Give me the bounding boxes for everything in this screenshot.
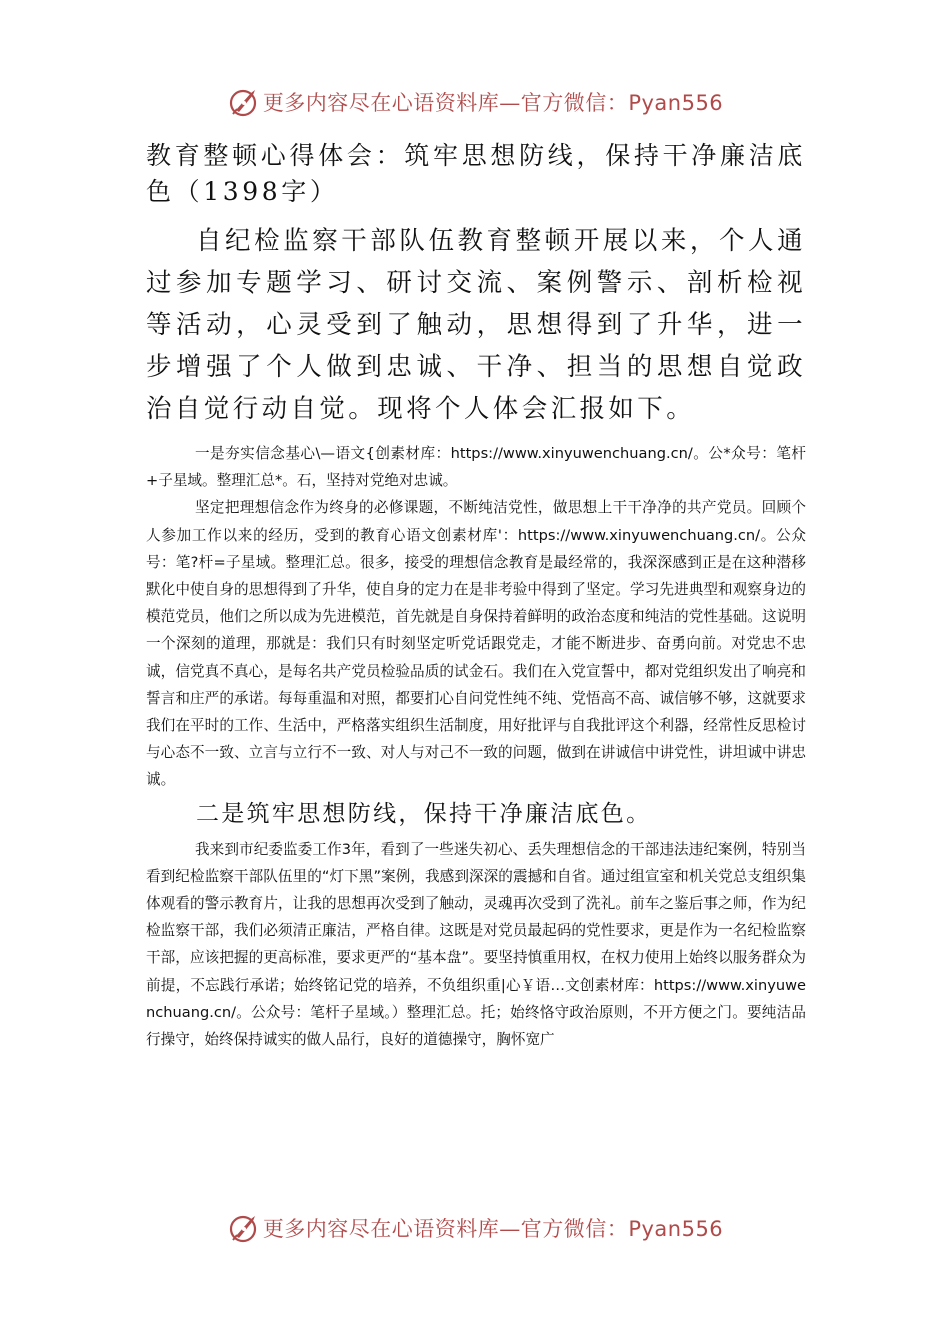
section-two-body-paragraph: 我来到市纪委监委工作3年，看到了一些迷失初心、丢失理想信念的干部违法违纪案例，特别当看到纪检监察干部队伍里的“灯下黑”案例，我感到深深的震撼和自省。通过组宣室和机关党总支组织集体观看的警示教育片，让我的思想再次受到了触动，灵魂再次受到了洗礼。前车之鉴后事之师，作为纪检监察干部，我们必须清正廉洁，严格自律。这既是对党员最起码的党性要求，更是作为一名纪检监察干部，应该把握的更高标准，要求更严的“基本盘”。要坚持慎重用权，在权力使用上始终以服务群众为前提，不忘践行承诺；始终铭记党的培养，不负组织重|心￥语…文创素材库：https://www.xinyuwenchuang.cn/。公众号：笔杆子星域。）整理汇总。托；始终恪守政治原则，不开方便之门。要纯洁品行操守，始终保持诚实的做人品行，良好的道德操守，胸怀宽广 [146, 840, 806, 1049]
banner-wechat-id: Pyan556 [628, 1217, 724, 1241]
section-one-body-paragraph: 坚定把理想信念作为终身的必修课题，不断纯洁党性，做思想上干干净净的共产党员。回顾个人参加工作以来的经历，受到的教育心语文创素材库'：https://www.xinyuwenchuang.cn/。公众号：笔?杆=子星域。整理汇总。很多，接受的理想信念教育是最经常的，我深深感到正是在这种潜移默化中使自身的思想得到了升华，使自身的定力在是非考验中得到了坚定。学习先进典型和观察身边的模范党员，他们之所以成为先进模范，首先就是自身保持着鲜明的政治态度和纯洁的党性基础。这说明一个深刻的道理，那就是：我们只有时刻坚定听党话跟党走，才能不断进步、奋勇向前。对党忠不忠诚，信党真不真心，是每名共产党员检验品质的试金石。我们在入党宣誓中，都对党组织发出了响亮和誓言和庄严的承诺。每每重温和对照，都要扪心自问党性纯不纯、党悟高不高、诚信够不够，这就要求我们在平时的工作、生活中，严格落实组织生活制度，用好批评与自我批评这个利器，经常性反思检讨与心态不一致、立言与立行不一致、对人与对己不一致的问题，做到在讲诚信中讲党性，讲坦诚中讲忠诚。 [146, 499, 806, 789]
section-two-heading: 二是筑牢思想防线，保持干净廉洁底色。 [196, 800, 652, 827]
pen-nib-circle-icon [227, 85, 261, 119]
document-body [146, 138, 806, 1053]
pen-nib-circle-icon [227, 1211, 261, 1245]
footer-banner [0, 1208, 950, 1248]
banner-text [263, 87, 723, 117]
lead-paragraph: 自纪检监察干部队伍教育整顿开展以来，个人通过参加专题学习、研讨交流、案例警示、剖析检视等活动，心灵受到了触动，思想得到了升华，进一步增强了个人做到忠诚、干净、担当的思想自觉政治自觉行动自觉。现将个人体会汇报如下。 [146, 226, 806, 424]
header-banner [0, 82, 950, 122]
document-title: 教育整顿心得体会：筑牢思想防线，保持干净廉洁底色（1398字） [146, 141, 806, 206]
section-one-heading-paragraph: 一是夯实信念基心\—语文{创素材库：https://www.xinyuwenchuang.cn/。公*众号：笔杆+子星域。整理汇总*。石，坚持对党绝对忠诚。 [146, 445, 806, 490]
banner-text-cn: 更多内容尽在心语资料库—官方微信： [262, 1217, 629, 1241]
banner-text [263, 1213, 723, 1243]
banner-text-cn: 更多内容尽在心语资料库—官方微信： [262, 91, 629, 115]
banner-wechat-id: Pyan556 [628, 91, 724, 115]
